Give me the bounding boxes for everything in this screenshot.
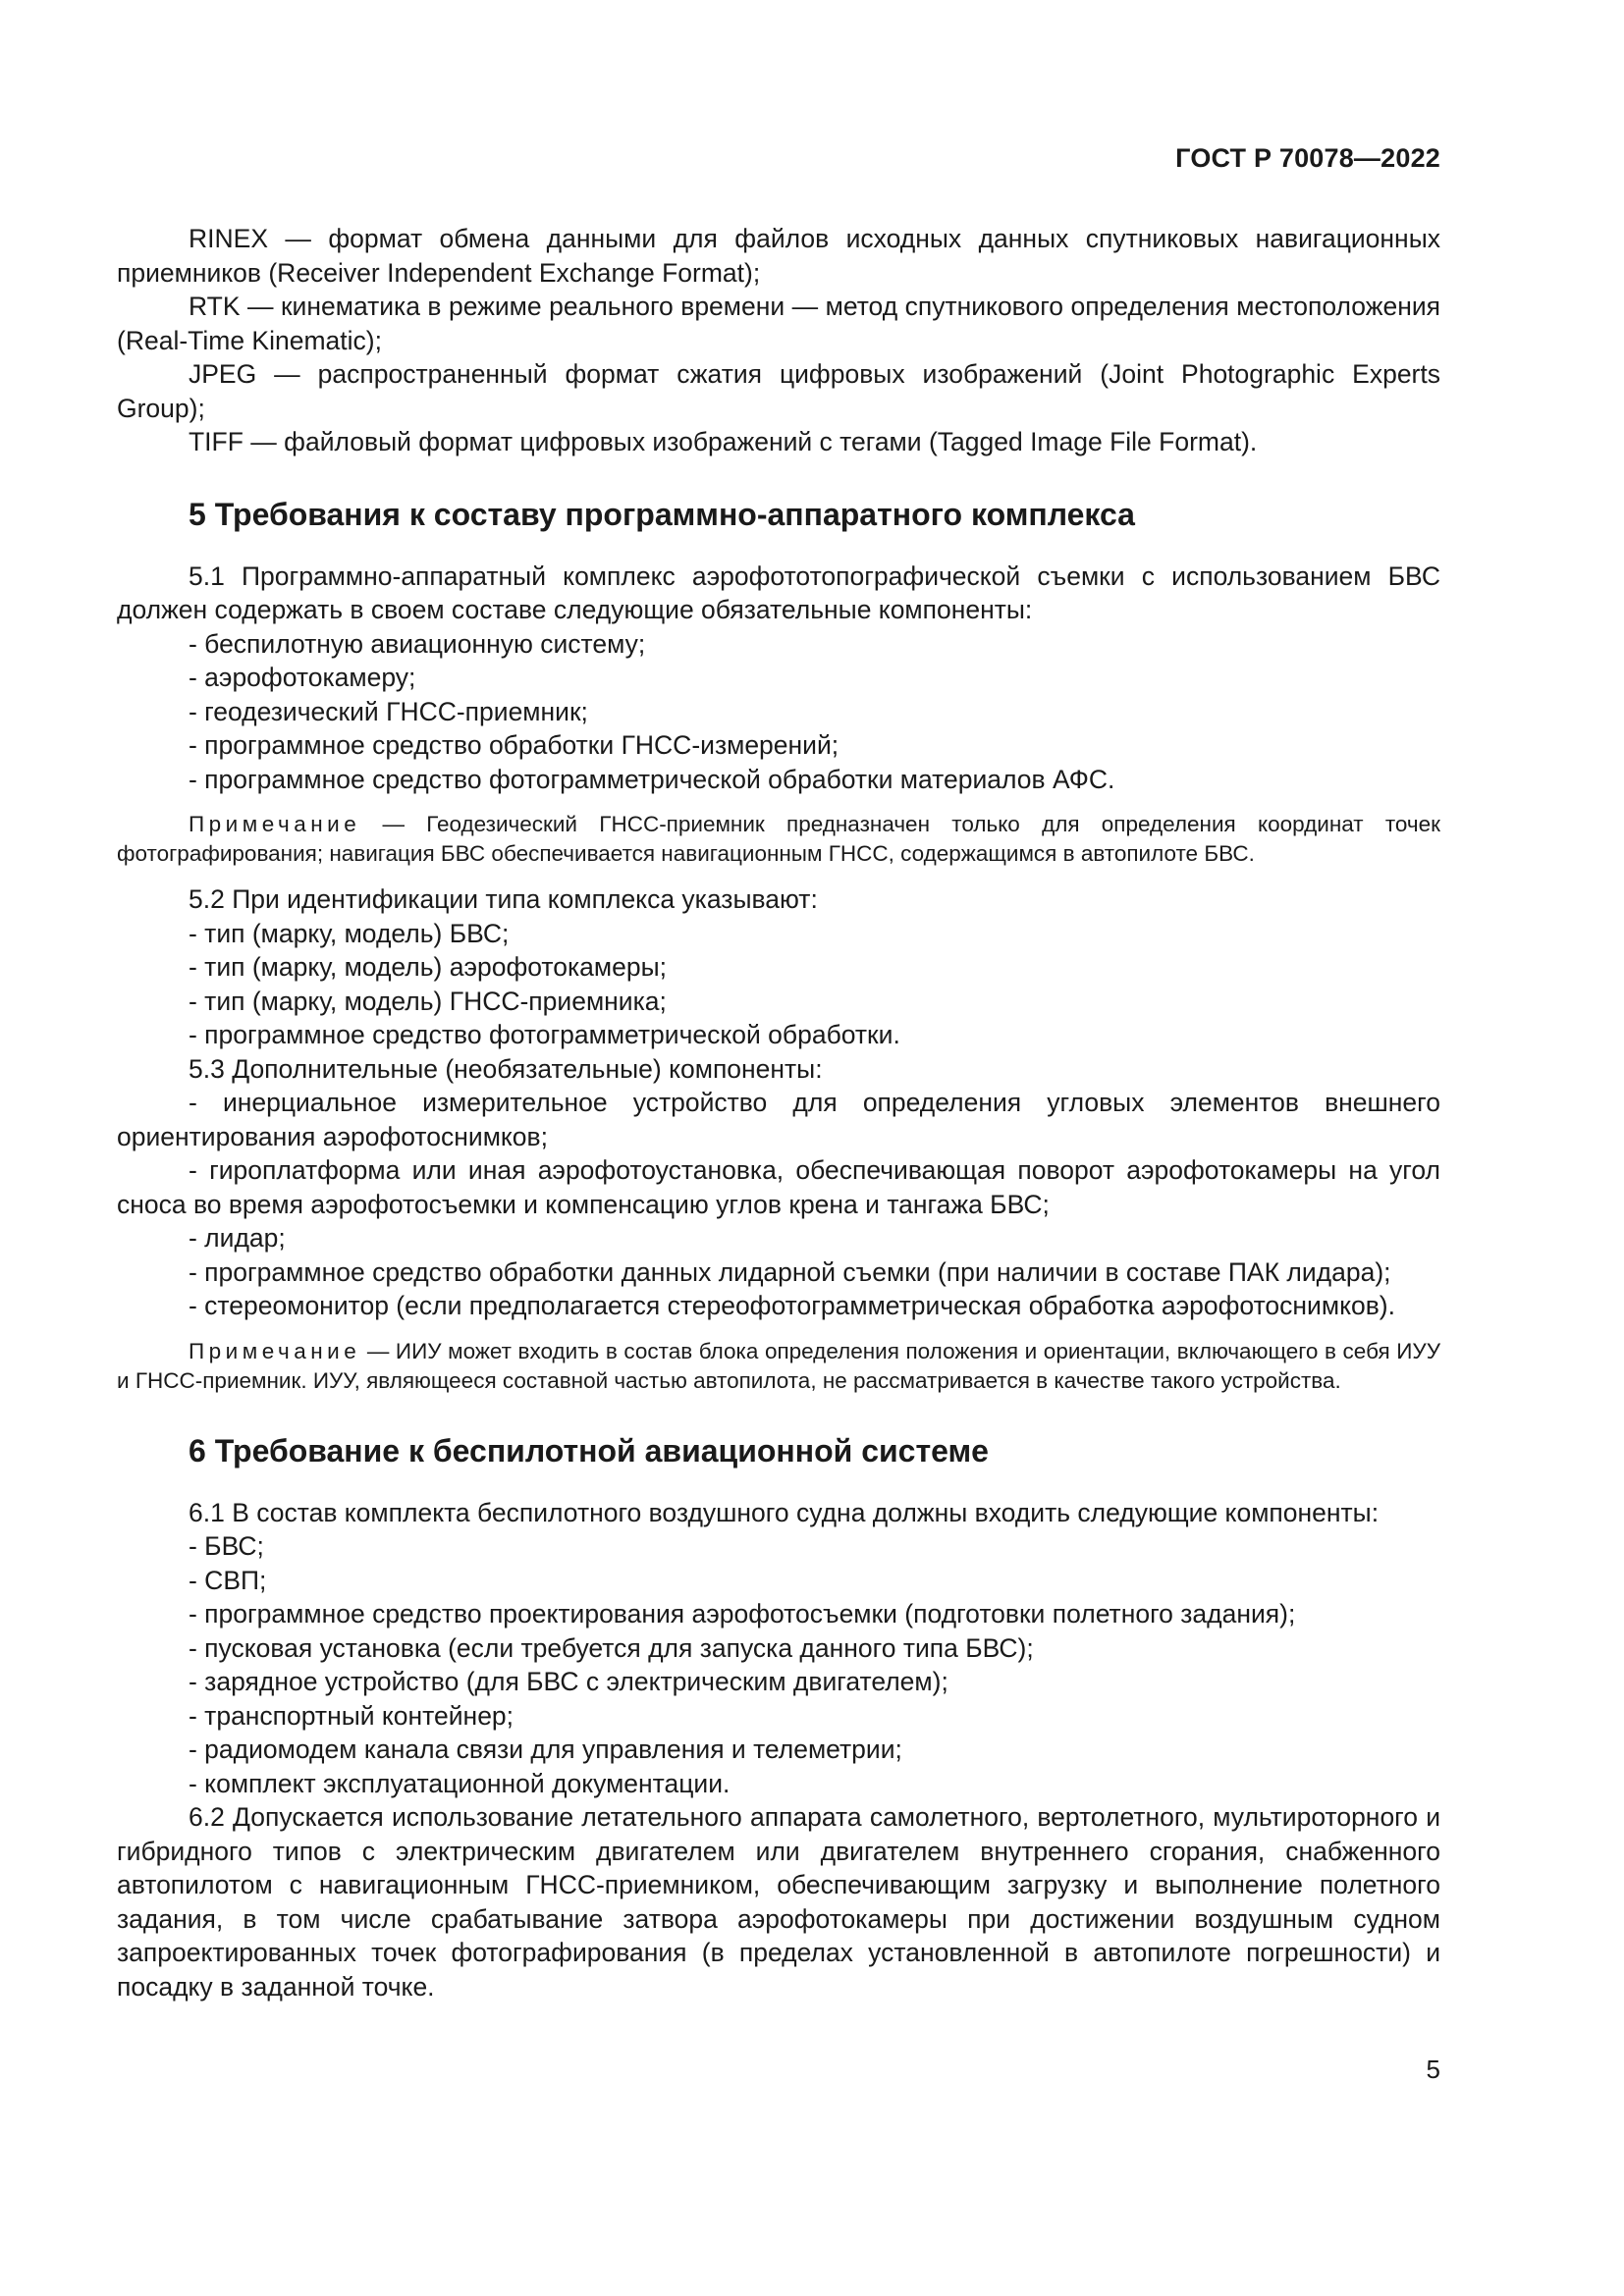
page-number: 5 — [1426, 2055, 1440, 2084]
list-item: - аэрофотокамеру; — [189, 663, 416, 692]
list-item: - гироплатформа или иная аэрофотоустановка, обеспечивающая поворот аэрофотокамеры на угол сноса во время аэрофотосъемки и компенсацию углов крена и тангажа БВС; — [117, 1155, 1440, 1219]
list-item: - тип (марку, модель) ГНСС-приемника; — [189, 986, 667, 1016]
list-item: - программное средство обработки ГНСС-измерений; — [189, 730, 839, 760]
abbrev-rtk: RTK — кинематика в режиме реального времени — метод спутникового определения местоположения (Real-Time Kinematic); — [117, 292, 1440, 355]
list-item: - тип (марку, модель) БВС; — [189, 918, 510, 948]
note-label: Примечание — [189, 812, 361, 836]
list-item: - зарядное устройство (для БВС с электрическим двигателем); — [189, 1667, 948, 1696]
list-item: - программное средство фотограмметрической обработки материалов АФС. — [189, 764, 1115, 794]
list-item: - транспортный контейнер; — [189, 1700, 514, 1731]
list-item: - геодезический ГНСС-приемник; — [189, 696, 588, 726]
list-item: - программное средство фотограмметрической обработки. — [189, 1020, 900, 1049]
document-body — [117, 222, 1440, 2003]
list-item: - программное средство проектирования аэрофотосъемки (подготовки полетного задания); — [189, 1599, 1296, 1629]
document-id-header: ГОСТ Р 70078—2022 — [1175, 143, 1440, 173]
list-item: - лидар; — [189, 1223, 286, 1253]
list-item: - стереомонитор (если предполагается стереофотограмметрическая обработка аэрофотоснимков). — [189, 1291, 1395, 1320]
clause-5-2: 5.2 При идентификации типа комплекса указывают: — [189, 884, 818, 914]
abbrev-rinex: RINEX — формат обмена данными для файлов исходных данных спутниковых навигационных приемников (Receiver Independent Exchange Format); — [117, 224, 1440, 288]
list-item: - БВС; — [189, 1531, 264, 1561]
list-item: - инерциальное измерительное устройство для определения угловых элементов внешнего ориентирования аэрофотоснимков; — [117, 1088, 1440, 1151]
list-item: - радиомодем канала связи для управления и телеметрии; — [189, 1735, 902, 1764]
note-text: — Геодезический ГНСС-приемник предназначен только для определения координат точек фотографирования; навигация БВС обеспечивается навигационным ГНСС, содержащимся в автопилоте БВС. — [117, 812, 1440, 866]
note-5-1 — [117, 810, 1440, 869]
note-5-3 — [117, 1337, 1440, 1396]
note-text: — ИИУ может входить в состав блока определения положения и ориентации, включающего в себя ИУУ и ГНСС-приемник. ИУУ, являющееся составной частью автопилота, не рассматривается в качестве такого устройства. — [117, 1338, 1440, 1393]
clause-5-1: 5.1 Программно-аппаратный комплекс аэрофототопографической съемки с использованием БВС должен содержать в своем составе следующие обязательные компоненты: — [117, 561, 1440, 624]
list-item: - тип (марку, модель) аэрофотокамеры; — [189, 952, 668, 982]
list-item: - СВП; — [189, 1565, 267, 1595]
section-5-title: 5 Требования к составу программно-аппаратного комплекса — [189, 496, 1135, 532]
abbrev-tiff: TIFF — файловый формат цифровых изображений с тегами (Tagged Image File Format). — [189, 427, 1258, 456]
list-item: - комплект эксплуатационной документации. — [189, 1768, 731, 1798]
section-6-title: 6 Требование к беспилотной авиационной системе — [189, 1432, 989, 1468]
list-item: - программное средство обработки данных лидарной съемки (при наличии в составе ПАК лидара); — [189, 1256, 1391, 1287]
note-label: Примечание — [189, 1338, 361, 1363]
clause-6-1: 6.1 В состав комплекта беспилотного воздушного судна должны входить следующие компоненты: — [189, 1497, 1380, 1527]
clause-6-2: 6.2 Допускается использование летательного аппарата самолетного, вертолетного, мультироторного и гибридного типов с электрическим двигателем или двигателем внутреннего сгорания, снабженного автопилотом с навигационным ГНСС-приемником, обеспечивающим загрузку и выполнение полетного задания, в том числе срабатывание затвора аэрофотокамеры при достижении воздушным судном запроектированных точек фотографирования (в пределах установленной в автопилоте погрешности) и посадку в заданной точке. — [117, 1802, 1440, 2002]
list-item: - пусковая установка (если требуется для запуска данного типа БВС); — [189, 1632, 1034, 1663]
clause-5-3: 5.3 Дополнительные (необязательные) компоненты: — [189, 1053, 823, 1084]
list-item: - беспилотную авиационную систему; — [189, 628, 646, 659]
abbrev-jpeg: JPEG — распространенный формат сжатия цифровых изображений (Joint Photographic Experts Group); — [117, 359, 1440, 423]
